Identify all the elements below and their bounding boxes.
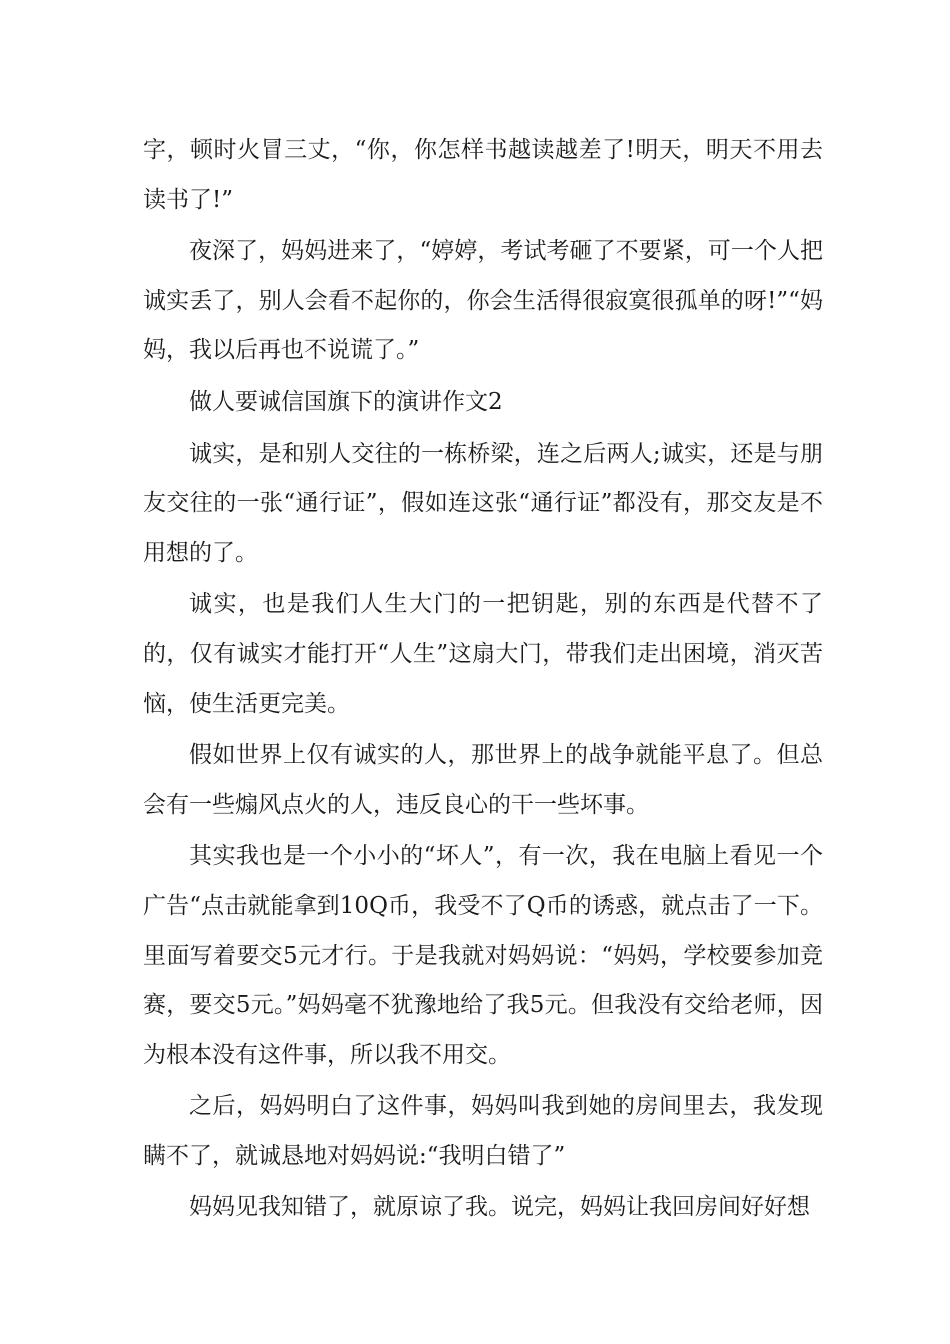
paragraph-world-peace: 假如世界上仅有诚实的人，那世界上的战争就能平息了。但总会有一些煽风点火的人，违反良心的干一些坏事。 xyxy=(143,742,823,818)
paragraph-q-coin-story: 其实我也是一个小小的“坏人”，有一次，我在电脑上看见一个广告“点击就能拿到10Q币，我受不了Q币的诱惑，就点击了一下。里面写着要交5元才行。于是我就对妈妈说：“妈妈，学校要参加竞赛，要交5元。”妈妈毫不犹豫地给了我5元。但我没有交给老师，因为根本没有这件事，所以我不用交。 xyxy=(143,843,823,1068)
section-heading: 做人要诚信国旗下的演讲作文2 xyxy=(189,388,503,415)
paragraph-honesty-bridge: 诚实，是和别人交往的一栋桥梁，连之后两人;诚实，还是与朋友交往的一张“通行证”，假如连这张“通行证”都没有，那交友是不用想的了。 xyxy=(143,440,823,566)
document-body xyxy=(143,126,823,1235)
paragraph-confession: 之后，妈妈明白了这件事，妈妈叫我到她的房间里去，我发现瞒不了，就诚恳地对妈妈说:“我明白错了” xyxy=(143,1093,823,1169)
paragraph-forgiveness: 妈妈见我知错了，就原谅了我。说完，妈妈让我回房间好好想 xyxy=(189,1194,810,1221)
paragraph-honesty-key: 诚实，也是我们人生大门的一把钥匙，别的东西是代替不了的，仅有诚实才能打开“人生”这扇大门，带我们走出困境，消灭苦恼，使生活更完美。 xyxy=(143,591,823,717)
paragraph-night-talk: 夜深了，妈妈进来了，“婷婷，考试考砸了不要紧，可一个人把诚实丢了，别人会看不起你的，你会生活得很寂寞很孤单的呀!”“妈妈，我以后再也不说谎了。” xyxy=(143,238,823,364)
paragraph-continuation: 字，顿时火冒三丈，“你，你怎样书越读越差了!明天，明天不用去读书了!” xyxy=(143,137,823,213)
